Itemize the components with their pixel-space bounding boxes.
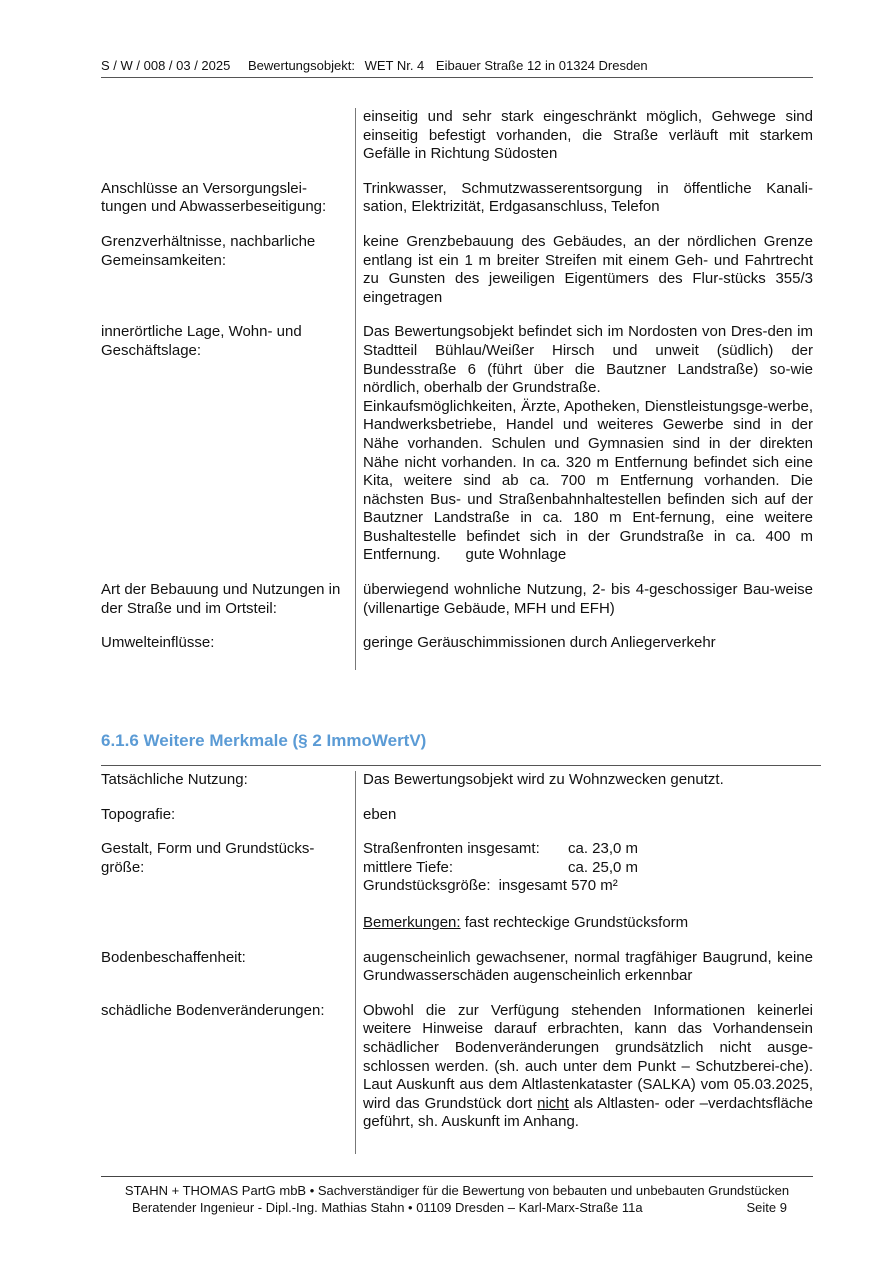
row-label: Tatsächliche Nutzung: (101, 771, 356, 790)
contamination-text-a: Obwohl die zur Verfügung stehenden Informationen keinerlei weitere Hinweise darauf erbrachten, kann das Vorhandensein schädlicher Bodenveränderungen grundsätzlich nicht ausge-schlossen werden. (sh. auch unter dem Punkt – Schutzberei-che). Laut Auskunft aus dem Altlastenkataster (SALKA) vom 05.03.2025, wird das Grundstück dort (363, 1001, 813, 1112)
footer-address-line (101, 1199, 813, 1216)
table-row (101, 233, 821, 307)
area-value: insgesamt 570 m² (498, 877, 618, 895)
table-row (101, 323, 821, 565)
row-label (101, 108, 356, 164)
row-label: Anschlüsse an Versorgungslei-tungen und Abwasserbeseitigung: (101, 180, 356, 217)
table-row (101, 840, 821, 932)
table-row (101, 634, 821, 670)
object-address: Eibauer Straße 12 in 01324 Dresden (435, 58, 648, 73)
row-value: Das Bewertungsobjekt wird zu Wohnzwecken genutzt. (363, 771, 724, 788)
area-line (363, 877, 813, 896)
row-label: schädliche Bodenveränderungen: (101, 1002, 356, 1132)
page-footer (101, 1176, 813, 1216)
depth-line (363, 859, 813, 878)
frontage-value: ca. 23,0 m (568, 840, 639, 858)
section-title: 6.1.6 Weitere Merkmale (§ 2 ImmoWertV) (101, 731, 427, 750)
area-key: Grundstücksgröße: (363, 877, 491, 895)
table-row (101, 1002, 821, 1132)
row-value (356, 323, 818, 565)
row-value (356, 1002, 813, 1132)
row-label: Bodenbeschaffenheit: (101, 949, 356, 986)
object-label: Bewertungsobjekt: (247, 58, 355, 73)
page-number: Seite 9 (746, 1200, 787, 1215)
footer-company-line: STAHN + THOMAS PartG mbB • Sachverständiger für die Bewertung von bebauten und unbebauten Grundstücken (124, 1183, 790, 1198)
location-table (101, 108, 821, 670)
table-row (101, 949, 821, 986)
infrastructure-paragraph: Einkaufsmöglichkeiten, Ärzte, Apotheken, Dienstleistungsge-werbe, Handwerksbetriebe, Handel und weiteres Gewerbe sind in der Nähe vorhanden. Schulen und Gymnasien sind in der direkten Nähe nicht vorhanden. In ca. 320 m Entfernung befindet sich eine Kita, weitere sind ab ca. 700 m Entfernung vorhanden. Die nächsten Bus- und Straßenbahnhaltestellen befinden sich auf der Bautzner Landstraße in ca. 180 m Ent-fernung, eine weitere Bushaltestelle befindet sich in der Grundstraße in ca. 400 m Entfernung. gute Wohnlage (363, 397, 818, 564)
remarks-label: Bemerkungen: (363, 913, 461, 931)
row-label: innerörtliche Lage, Wohn- und Geschäftslage: (101, 323, 356, 565)
row-label: Art der Bebauung und Nutzungen in der Straße und im Ortsteil: (101, 581, 356, 618)
depth-key: mittlere Tiefe: (363, 858, 454, 876)
document-reference: S / W / 008 / 03 / 2025 (101, 58, 231, 73)
table-row (101, 581, 821, 618)
table-row (101, 806, 821, 825)
row-value: Trinkwasser, Schmutzwasserentsorgung in öffentliche Kanali-sation, Elektrizität, Erdgasanschluss, Telefon (363, 179, 813, 216)
row-label: Grenzverhältnisse, nachbarliche Gemeinsamkeiten: (101, 233, 356, 307)
location-paragraph: Das Bewertungsobjekt befindet sich im Nordosten von Dres-den im Stadtteil Bühlau/Weißer Hirsch und unweit (südlich) der Bundesstraße 6 (führt über die Bautzner Landstraße) so-wie nördlich, oberhalb der Grundstraße. (363, 323, 813, 397)
row-value: geringe Geräuschimmissionen durch Anliegerverkehr (363, 634, 716, 652)
row-value: überwiegend wohnliche Nutzung, 2- bis 4-geschossiger Bau-weise (villenartige Gebäude, MFH und EFH) (363, 581, 813, 617)
depth-value: ca. 25,0 m (568, 858, 639, 876)
frontage-key: Straßenfronten insgesamt: (363, 840, 540, 858)
table-row (101, 180, 821, 217)
remarks-value: fast rechteckige Grundstücksform (464, 913, 689, 931)
row-value: keine Grenzbebauung des Gebäudes, an der nördlichen Grenze entlang ist ein 1 m breiter Streifen mit einem Geh- und Fahrtrecht zu Gunsten des jeweiligen Eigentümers des Flur-stücks 355/3 eingetragen (363, 232, 813, 306)
row-value (356, 840, 813, 932)
table-row (101, 766, 821, 790)
row-value: eben (363, 805, 397, 823)
frontage-line (363, 840, 813, 859)
row-label: Umwelteinflüsse: (101, 634, 356, 670)
footer-address: Beratender Ingenieur - Dipl.-Ing. Mathias Stahn • 01109 Dresden – Karl-Marx-Straße 11a (132, 1200, 643, 1215)
contamination-emphasis: nicht (537, 1094, 569, 1112)
row-label: Gestalt, Form und Grundstücks-größe: (101, 840, 356, 932)
page-header (101, 58, 813, 78)
row-value: einseitig und sehr stark eingeschränkt möglich, Gehwege sind einseitig befestigt vorhanden, die Straße verläuft mit starkem Gefälle in Richtung Südosten (363, 108, 813, 163)
features-table (101, 765, 821, 1154)
row-value: augenscheinlich gewachsener, normal tragfähiger Baugrund, keine Grundwasserschäden augenscheinlich erkennbar (363, 948, 813, 985)
contamination-text-b: als Altlasten- oder –verdachtsfläche geführt, sh. Auskunft im Anhang. (363, 1094, 813, 1131)
remarks-line (363, 914, 813, 933)
table-row (101, 108, 821, 164)
object-value: WET Nr. 4 (364, 58, 425, 73)
row-label: Topografie: (101, 806, 356, 825)
